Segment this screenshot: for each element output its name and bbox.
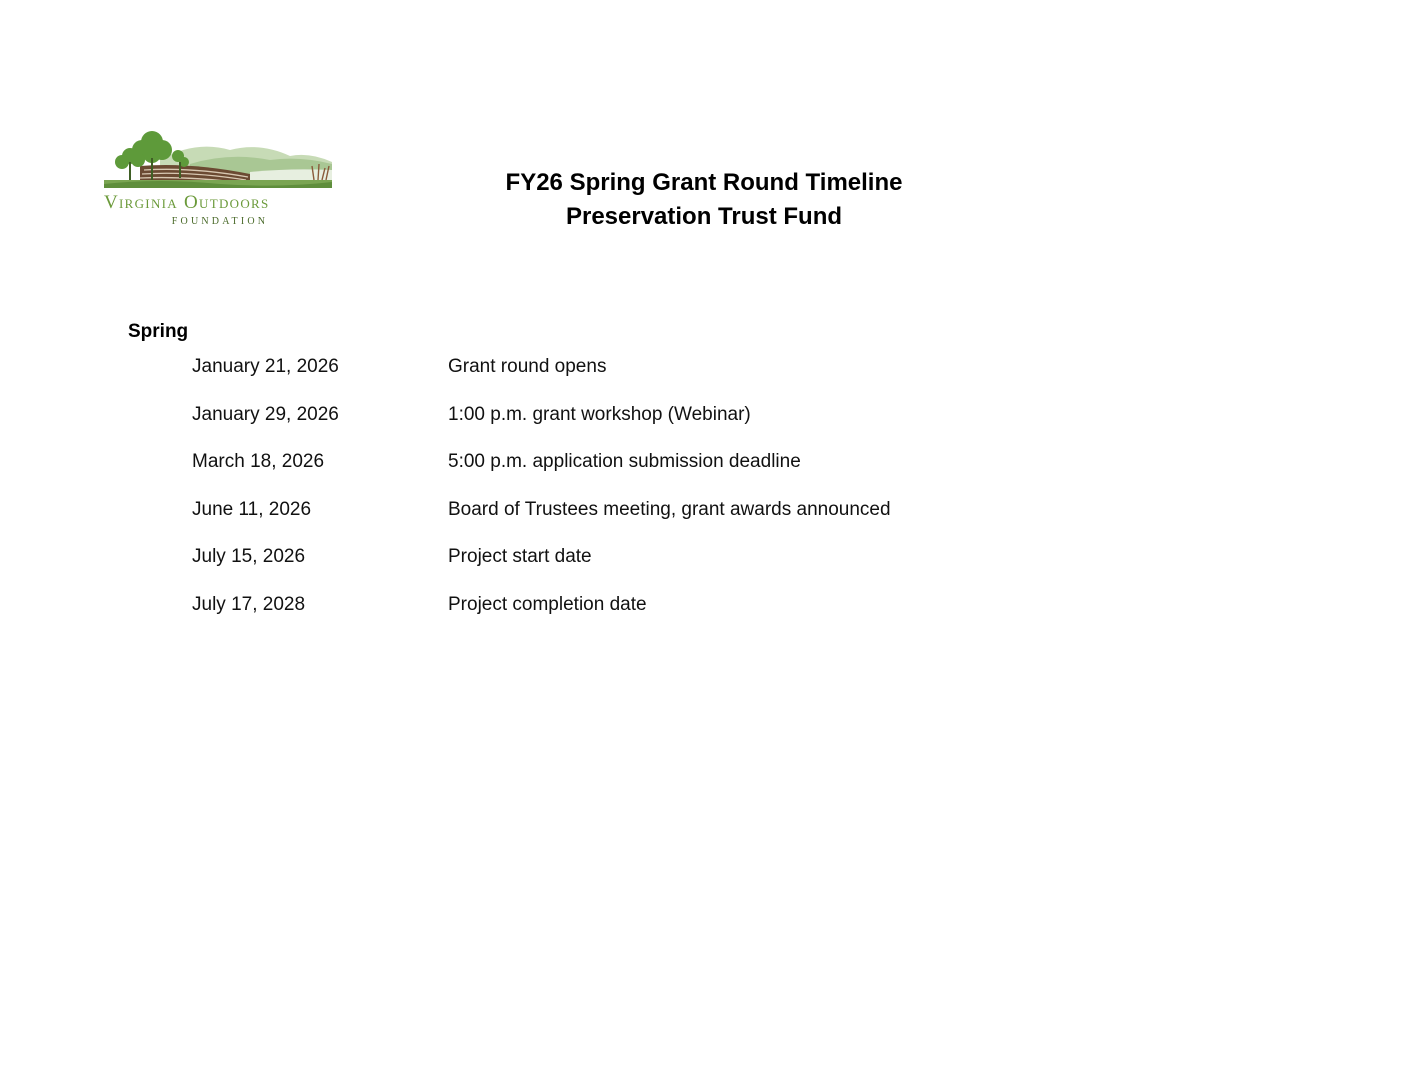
- timeline-event: Grant round opens: [448, 356, 607, 377]
- timeline-list: [192, 356, 992, 641]
- timeline-date: March 18, 2026: [192, 451, 325, 472]
- timeline-row: [192, 546, 992, 594]
- timeline-row: [192, 356, 992, 404]
- timeline-row: [192, 404, 992, 452]
- timeline-date: January 29, 2026: [192, 403, 339, 425]
- logo-subtitle: FOUNDATION: [171, 216, 269, 227]
- timeline-event: Project completion date: [448, 593, 647, 615]
- timeline-event: 5:00 p.m. application submission deadline: [448, 451, 801, 472]
- timeline-event: 1:00 p.m. grant workshop (Webinar): [448, 403, 751, 425]
- timeline-row: [192, 451, 992, 499]
- logo-wordmark: Virginia Outdoors: [104, 192, 270, 213]
- timeline-row: [192, 594, 992, 642]
- title-line-2: Preservation Trust Fund: [565, 203, 843, 230]
- section-heading: Spring: [128, 321, 189, 342]
- document-title: [404, 166, 1004, 234]
- timeline-date: January 21, 2026: [192, 356, 339, 377]
- landscape-logo-graphic: [100, 122, 340, 192]
- title-line-1: FY26 Spring Grant Round Timeline: [505, 169, 903, 196]
- organization-logo: [100, 122, 340, 234]
- timeline-event: Board of Trustees meeting, grant awards announced: [448, 498, 891, 520]
- timeline-event: Project start date: [448, 546, 592, 567]
- timeline-date: July 17, 2028: [192, 593, 306, 615]
- timeline-date: June 11, 2026: [192, 498, 312, 520]
- timeline-row: [192, 499, 992, 547]
- timeline-date: July 15, 2026: [192, 546, 306, 567]
